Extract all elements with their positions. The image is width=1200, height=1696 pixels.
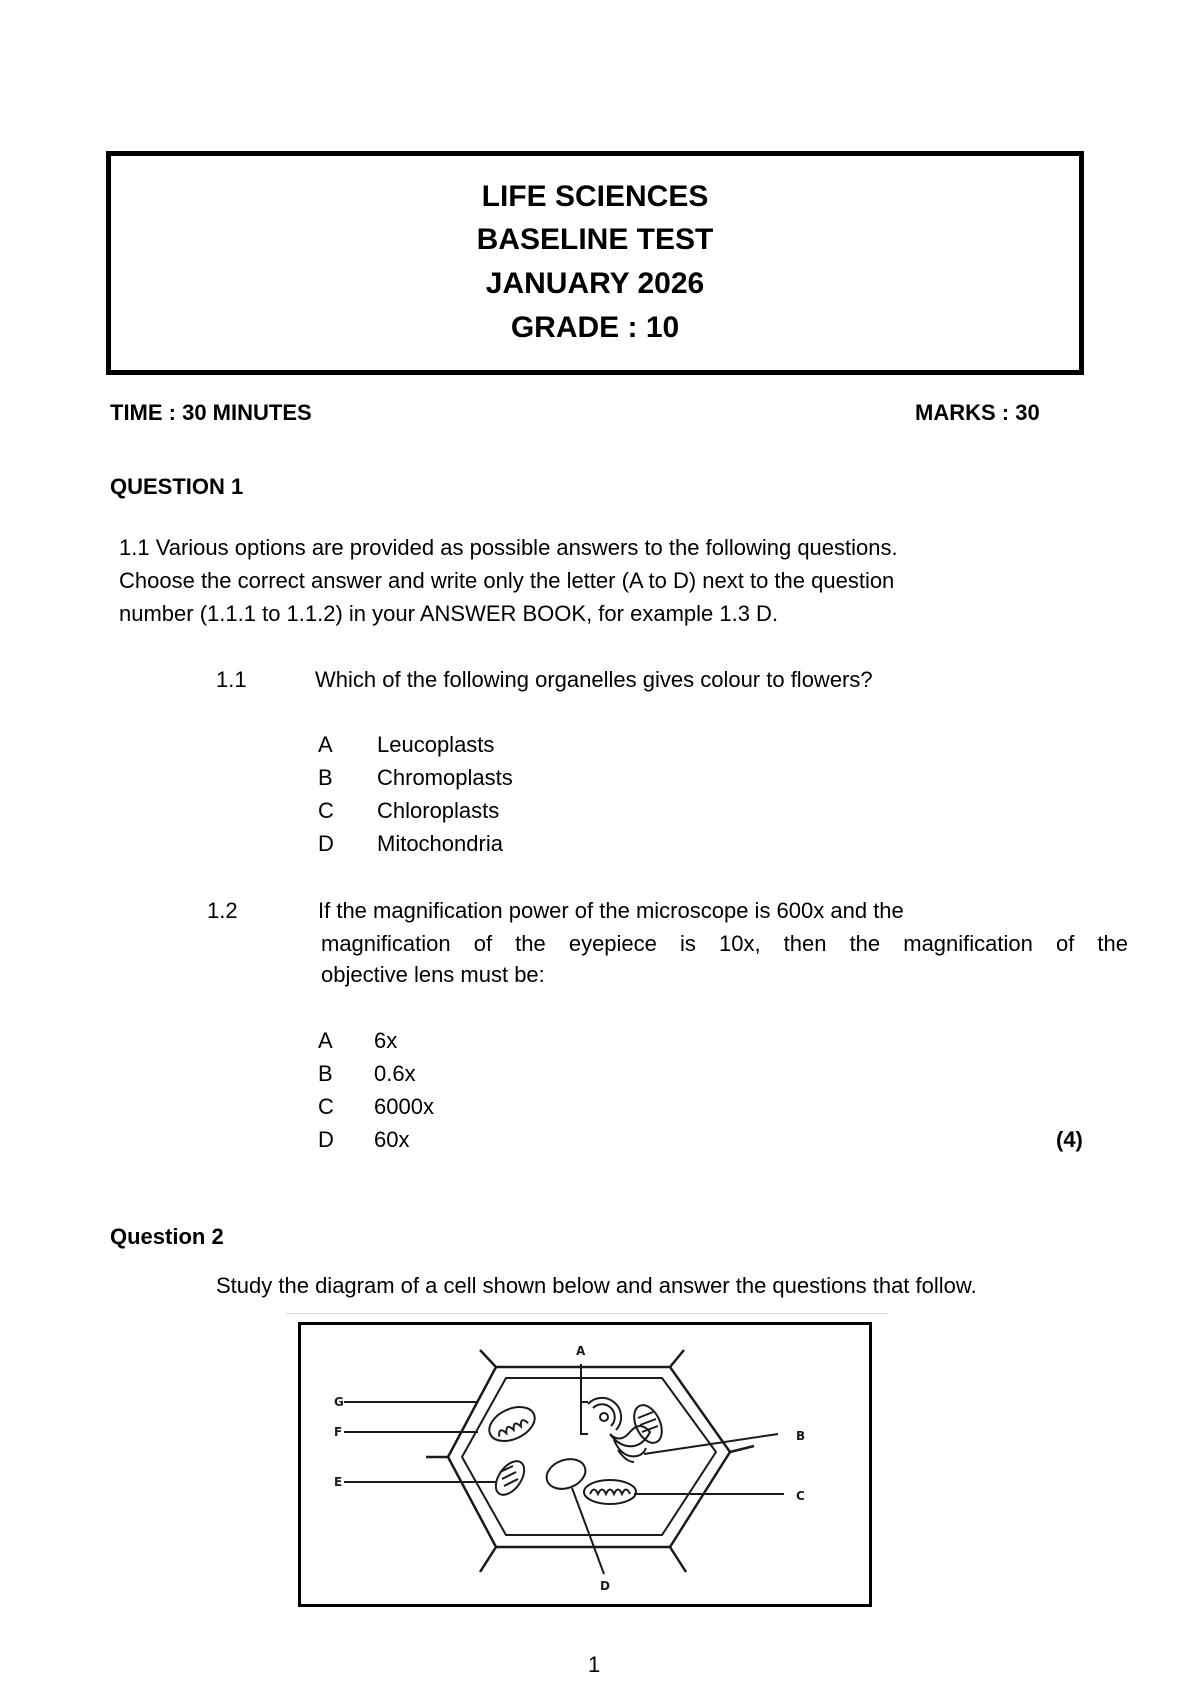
- diagram-label-c: C: [796, 1489, 805, 1503]
- question-2-instruction: Study the diagram of a cell shown below and answer the questions that follow.: [216, 1273, 977, 1298]
- option-text: Chloroplasts: [377, 798, 500, 823]
- option-text: Chromoplasts: [377, 765, 513, 790]
- option-text: 60x: [374, 1127, 410, 1152]
- question-stem: Which of the following organelles gives colour to flowers?: [315, 667, 873, 692]
- question-stem: If the magnification power of the microscope is 600x and the: [318, 898, 904, 923]
- total-marks-label: MARKS : 30: [915, 400, 1040, 425]
- test-title: BASELINE TEST: [476, 223, 714, 256]
- question-stem: magnification of the eyepiece is 10x, then the magnification of the: [321, 931, 1128, 956]
- question-1-heading: QUESTION 1: [110, 474, 244, 499]
- option-text: Mitochondria: [377, 831, 503, 856]
- question-number: 1.2: [207, 898, 238, 923]
- option-letter: A: [318, 1028, 333, 1053]
- diagram-label-f: F: [334, 1425, 343, 1439]
- question-2-heading: Question 2: [110, 1224, 224, 1249]
- page-number: 1: [588, 1652, 601, 1677]
- instruction-line: number (1.1.1 to 1.1.2) in your ANSWER BOOK, for example 1.3 D.: [119, 601, 779, 626]
- option-letter: B: [318, 1061, 333, 1086]
- diagram-top-rule: [286, 1313, 888, 1314]
- question-number: 1.1: [216, 667, 247, 692]
- option-letter: D: [318, 831, 334, 856]
- option-letter: B: [318, 765, 333, 790]
- title-box: [106, 151, 1084, 375]
- option-letter: C: [318, 1094, 334, 1119]
- question-1-marks: (4): [1056, 1127, 1083, 1152]
- option-letter: D: [318, 1127, 334, 1152]
- diagram-label-d: D: [600, 1579, 610, 1593]
- grade-label: GRADE : 10: [510, 311, 680, 344]
- diagram-label-g: G: [334, 1395, 344, 1409]
- option-text: Leucoplasts: [377, 732, 495, 757]
- option-text: 6000x: [374, 1094, 434, 1119]
- instruction-line: 1.1 Various options are provided as possible answers to the following questions.: [119, 535, 898, 560]
- cell-diagram: [298, 1322, 872, 1607]
- diagram-label-e: E: [334, 1475, 343, 1489]
- question-stem: objective lens must be:: [321, 962, 545, 987]
- test-date: JANUARY 2026: [485, 267, 705, 300]
- instruction-line: Choose the correct answer and write only the letter (A to D) next to the question: [119, 568, 895, 593]
- diagram-label-a: A: [576, 1344, 586, 1358]
- diagram-label-b: B: [796, 1429, 806, 1443]
- time-label: TIME : 30 MINUTES: [110, 400, 312, 425]
- option-text: 0.6x: [374, 1061, 416, 1086]
- option-letter: C: [318, 798, 334, 823]
- option-letter: A: [318, 732, 333, 757]
- option-text: 6x: [374, 1028, 398, 1053]
- subject-title: LIFE SCIENCES: [481, 180, 709, 213]
